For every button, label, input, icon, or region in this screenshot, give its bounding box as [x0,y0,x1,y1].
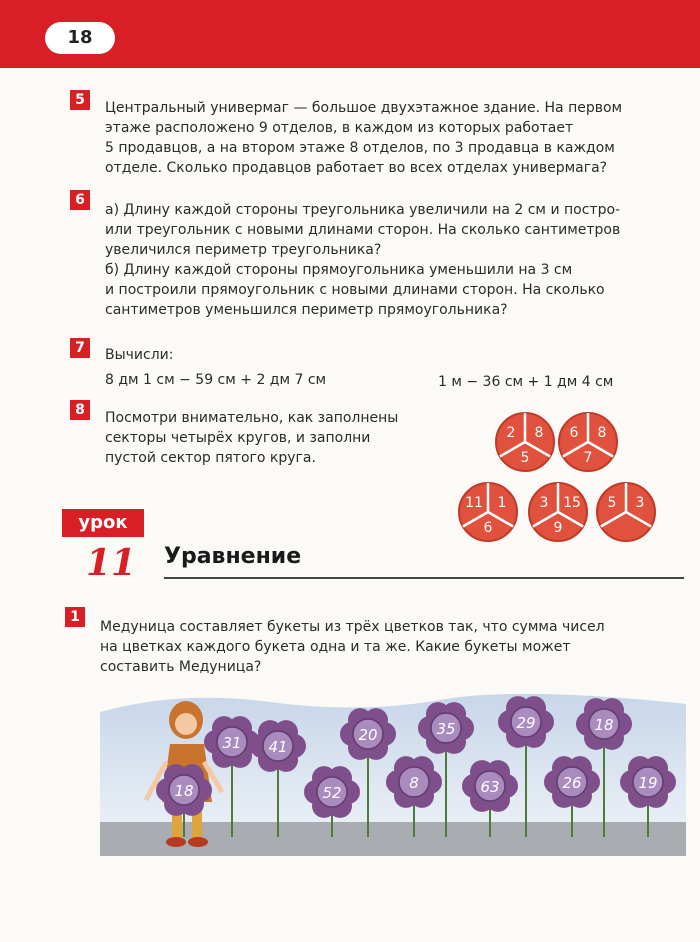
sector-value: 11 [465,495,483,511]
sector-value: 6 [569,425,579,441]
text-line: сантиметров уменьшился периметр прямоугольника? [105,302,508,318]
flower-number: 18 [174,782,194,800]
task-7-expression-1: 8 дм 1 см − 59 см + 2 дм 7 см [105,372,327,388]
sector-circle-2 [556,410,620,474]
text-line: этаже расположено 9 отделов, в каждом из которых работает [105,120,574,136]
sector-value: 6 [483,520,493,536]
task-number-8: 8 [70,400,90,420]
task-number-7: 7 [70,338,90,358]
ground [100,822,686,856]
sector-value: 8 [597,425,607,441]
task-6-text [105,200,690,320]
flower-number: 35 [436,720,456,738]
flower-number: 18 [594,716,614,734]
text-line: или треугольник с новыми длинами сторон. На сколько сантиметров [105,222,621,238]
sector-value: 3 [635,495,645,511]
text-line: Центральный универмаг — большое двухэтажное здание. На первом [105,100,623,116]
lesson-task-text [100,617,690,677]
task-5-text [105,98,690,178]
flower-number: 8 [409,774,419,792]
task-8-text [105,408,435,468]
task-number-6: 6 [70,190,90,210]
text-line: 5 продавцов, а на втором этаже 8 отделов, по 3 продавца в каждом [105,140,615,156]
text-line: пустой сектор пятого круга. [105,450,316,466]
sector-value: 5 [607,495,617,511]
text-line: секторы четырёх кругов, и заполни [105,430,371,446]
lesson-title: Уравнение [164,544,302,569]
text-line: отделе. Сколько продавцов работает во всех отделах универмага? [105,160,608,176]
flowers-illustration [100,682,686,868]
text-line: б) Длину каждой стороны прямоугольника уменьшили на 3 см [105,262,573,278]
task-7-expression-2: 1 м − 36 см + 1 дм 4 см [438,374,614,390]
sector-value: 8 [534,425,544,441]
sector-value: 2 [506,425,516,441]
sector-circle-4 [526,480,590,544]
flower-number: 19 [638,774,658,792]
flower-number: 31 [222,734,242,752]
sector-value: 15 [563,495,581,511]
text-line: увеличился периметр треугольника? [105,242,382,258]
sector-circle-1 [493,410,557,474]
title-underline [164,577,684,579]
task-number-5: 5 [70,90,90,110]
flower-number: 52 [322,784,342,802]
lesson-task-number: 1 [65,607,85,627]
lesson-number: 11 [86,542,137,584]
flower-number: 41 [268,738,288,756]
sector-circle-3 [456,480,520,544]
sector-value: 7 [583,450,593,466]
page-number: 18 [45,22,115,54]
text-line: составить Медуница? [100,659,262,675]
flower-number: 29 [516,714,536,732]
flower-number: 20 [358,726,378,744]
lesson-tag: урок [62,509,144,537]
sector-circle-5 [594,480,658,544]
flower-number: 63 [480,778,500,796]
text-line: Медуница составляет букеты из трёх цветков так, что сумма чисел [100,619,605,635]
text-line: на цветках каждого букета одна и та же. Какие букеты может [100,639,571,655]
sector-value: 5 [520,450,530,466]
sector-value: 3 [539,495,549,511]
sector-value: 9 [553,520,563,536]
flower-number: 26 [562,774,582,792]
text-line: и построили прямоугольник с новыми длинами сторон. На сколько [105,282,605,298]
text-line: а) Длину каждой стороны треугольника увеличили на 2 см и постро- [105,202,621,218]
task-7-intro: Вычисли: [105,347,174,363]
sector-value: 1 [497,495,507,511]
text-line: Посмотри внимательно, как заполнены [105,410,399,426]
